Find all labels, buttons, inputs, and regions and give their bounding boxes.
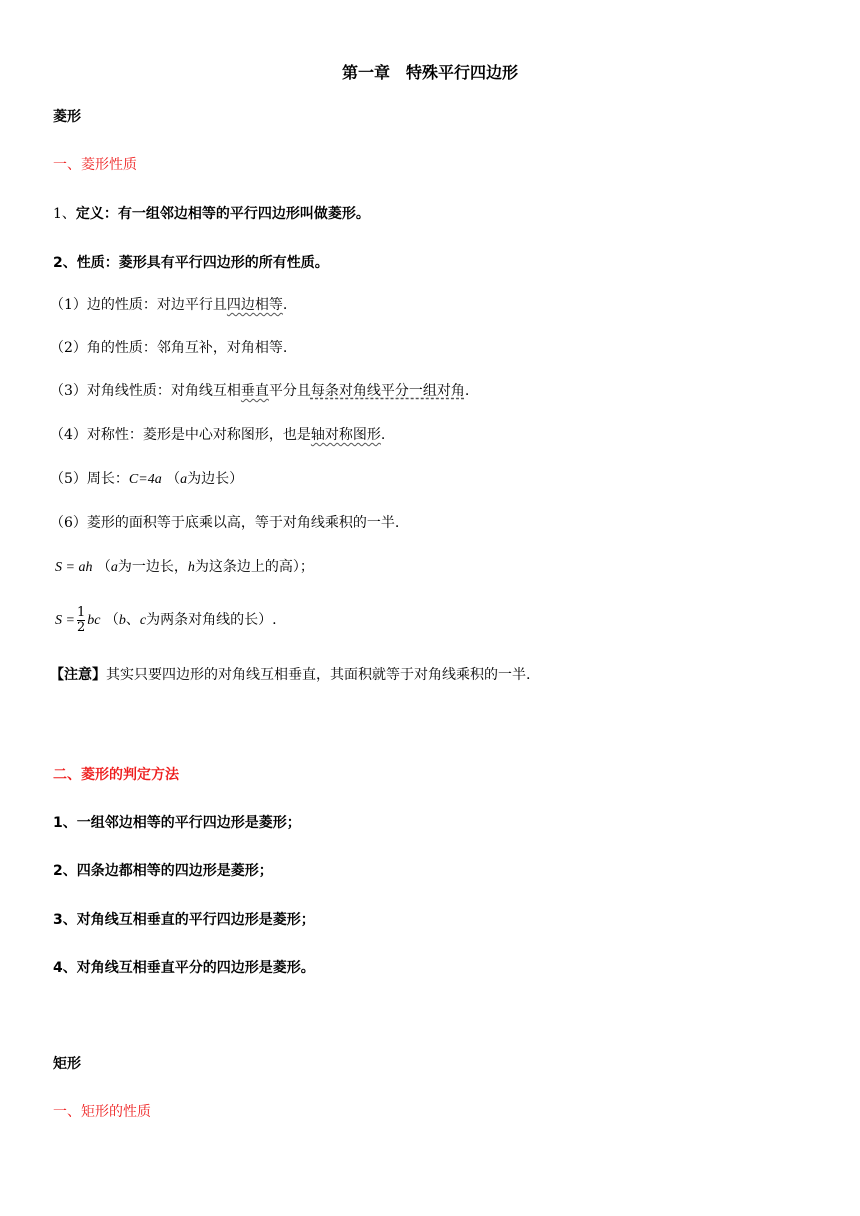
perimeter-var: a <box>180 472 188 487</box>
rectangle-heading: 矩形 <box>53 1056 81 1072</box>
area1-var-a: a <box>110 560 118 575</box>
perimeter-formula: C=4a <box>128 472 162 487</box>
perimeter-desc: 为边长） <box>187 471 244 487</box>
property-sides <box>50 295 287 315</box>
property-symmetry <box>50 425 385 445</box>
area2-var-c: c <box>139 613 147 628</box>
rectangle-properties-heading: 一、矩形的性质 <box>53 1104 151 1120</box>
definition-text: 定义：有一组邻边相等的平行四边形叫做菱形。 <box>75 206 370 222</box>
perimeter-paren: （ <box>166 471 181 487</box>
criteria-item: 3、对角线互相垂直的平行四边形是菱形； <box>53 912 315 928</box>
note-line <box>50 665 530 685</box>
area2-sep: 、 <box>125 612 140 628</box>
area2-s: S = <box>55 613 75 628</box>
criteria-item: 2、四条边都相等的四边形是菱形； <box>53 863 273 879</box>
property-diagonals-end: . <box>464 383 470 399</box>
rhombus-properties-heading: 一、菱形性质 <box>53 157 137 173</box>
property-symmetry-axial: 轴对称图形 <box>310 427 381 443</box>
criteria-item: 4、对角线互相垂直平分的四边形是菱形。 <box>53 960 315 976</box>
definition-number: 1、 <box>53 206 76 222</box>
property-diagonals-perpendicular: 垂直 <box>240 383 269 399</box>
rhombus-criteria-heading: 二、菱形的判定方法 <box>53 767 179 783</box>
property-sides-emphasis: 四边相等 <box>226 297 283 313</box>
area2-var-b: b <box>118 613 126 628</box>
property-diagonals-bisect: 每条对角线平分一组对角 <box>310 383 465 399</box>
chapter-title: 第一章 特殊平行四边形 <box>341 63 518 82</box>
area2-desc: 为两条对角线的长）. <box>146 612 277 628</box>
definition-line <box>53 204 370 224</box>
area-formula-ah: S = ah <box>55 560 93 575</box>
note-text: 其实只要四边形的对角线互相垂直，其面积就等于对角线乘积的一半. <box>106 667 531 683</box>
property-symmetry-text: （4）对称性：菱形是中心对称图形，也是 <box>50 427 311 443</box>
property-sides-text: （1）边的性质：对边平行且 <box>50 297 227 313</box>
property-angles: （2）角的性质：邻角互补，对角相等. <box>50 340 288 356</box>
criteria-item: 1、一组邻边相等的平行四边形是菱形； <box>53 815 301 831</box>
fraction-one-half <box>77 606 85 635</box>
properties-heading: 2、性质：菱形具有平行四边形的所有性质。 <box>53 255 329 271</box>
area1-paren: （ <box>96 559 111 575</box>
property-sides-end: . <box>282 297 288 313</box>
note-label: 【注意】 <box>50 667 106 683</box>
property-diagonals-text2: 平分且 <box>268 383 311 399</box>
property-area: （6）菱形的面积等于底乘以高，等于对角线乘积的一半. <box>50 515 400 531</box>
fraction-numerator: 1 <box>76 604 86 620</box>
property-symmetry-end: . <box>380 427 386 443</box>
perimeter-label: （5）周长： <box>50 471 129 487</box>
area1-desc2: 为这条边上的高）； <box>194 559 314 575</box>
property-perimeter <box>50 469 243 490</box>
area2-bc: bc <box>87 613 101 628</box>
area1-var-h: h <box>187 560 195 575</box>
property-diagonals-text: （3）对角线性质：对角线互相 <box>50 383 241 399</box>
rhombus-heading: 菱形 <box>53 109 81 125</box>
area2-paren: （ <box>104 612 119 628</box>
area-formula-base-height <box>55 557 314 578</box>
area1-desc1: 为一边长， <box>117 559 188 575</box>
area-formula-diagonals <box>55 605 277 636</box>
fraction-denominator: 2 <box>76 619 86 635</box>
property-diagonals <box>50 381 469 401</box>
